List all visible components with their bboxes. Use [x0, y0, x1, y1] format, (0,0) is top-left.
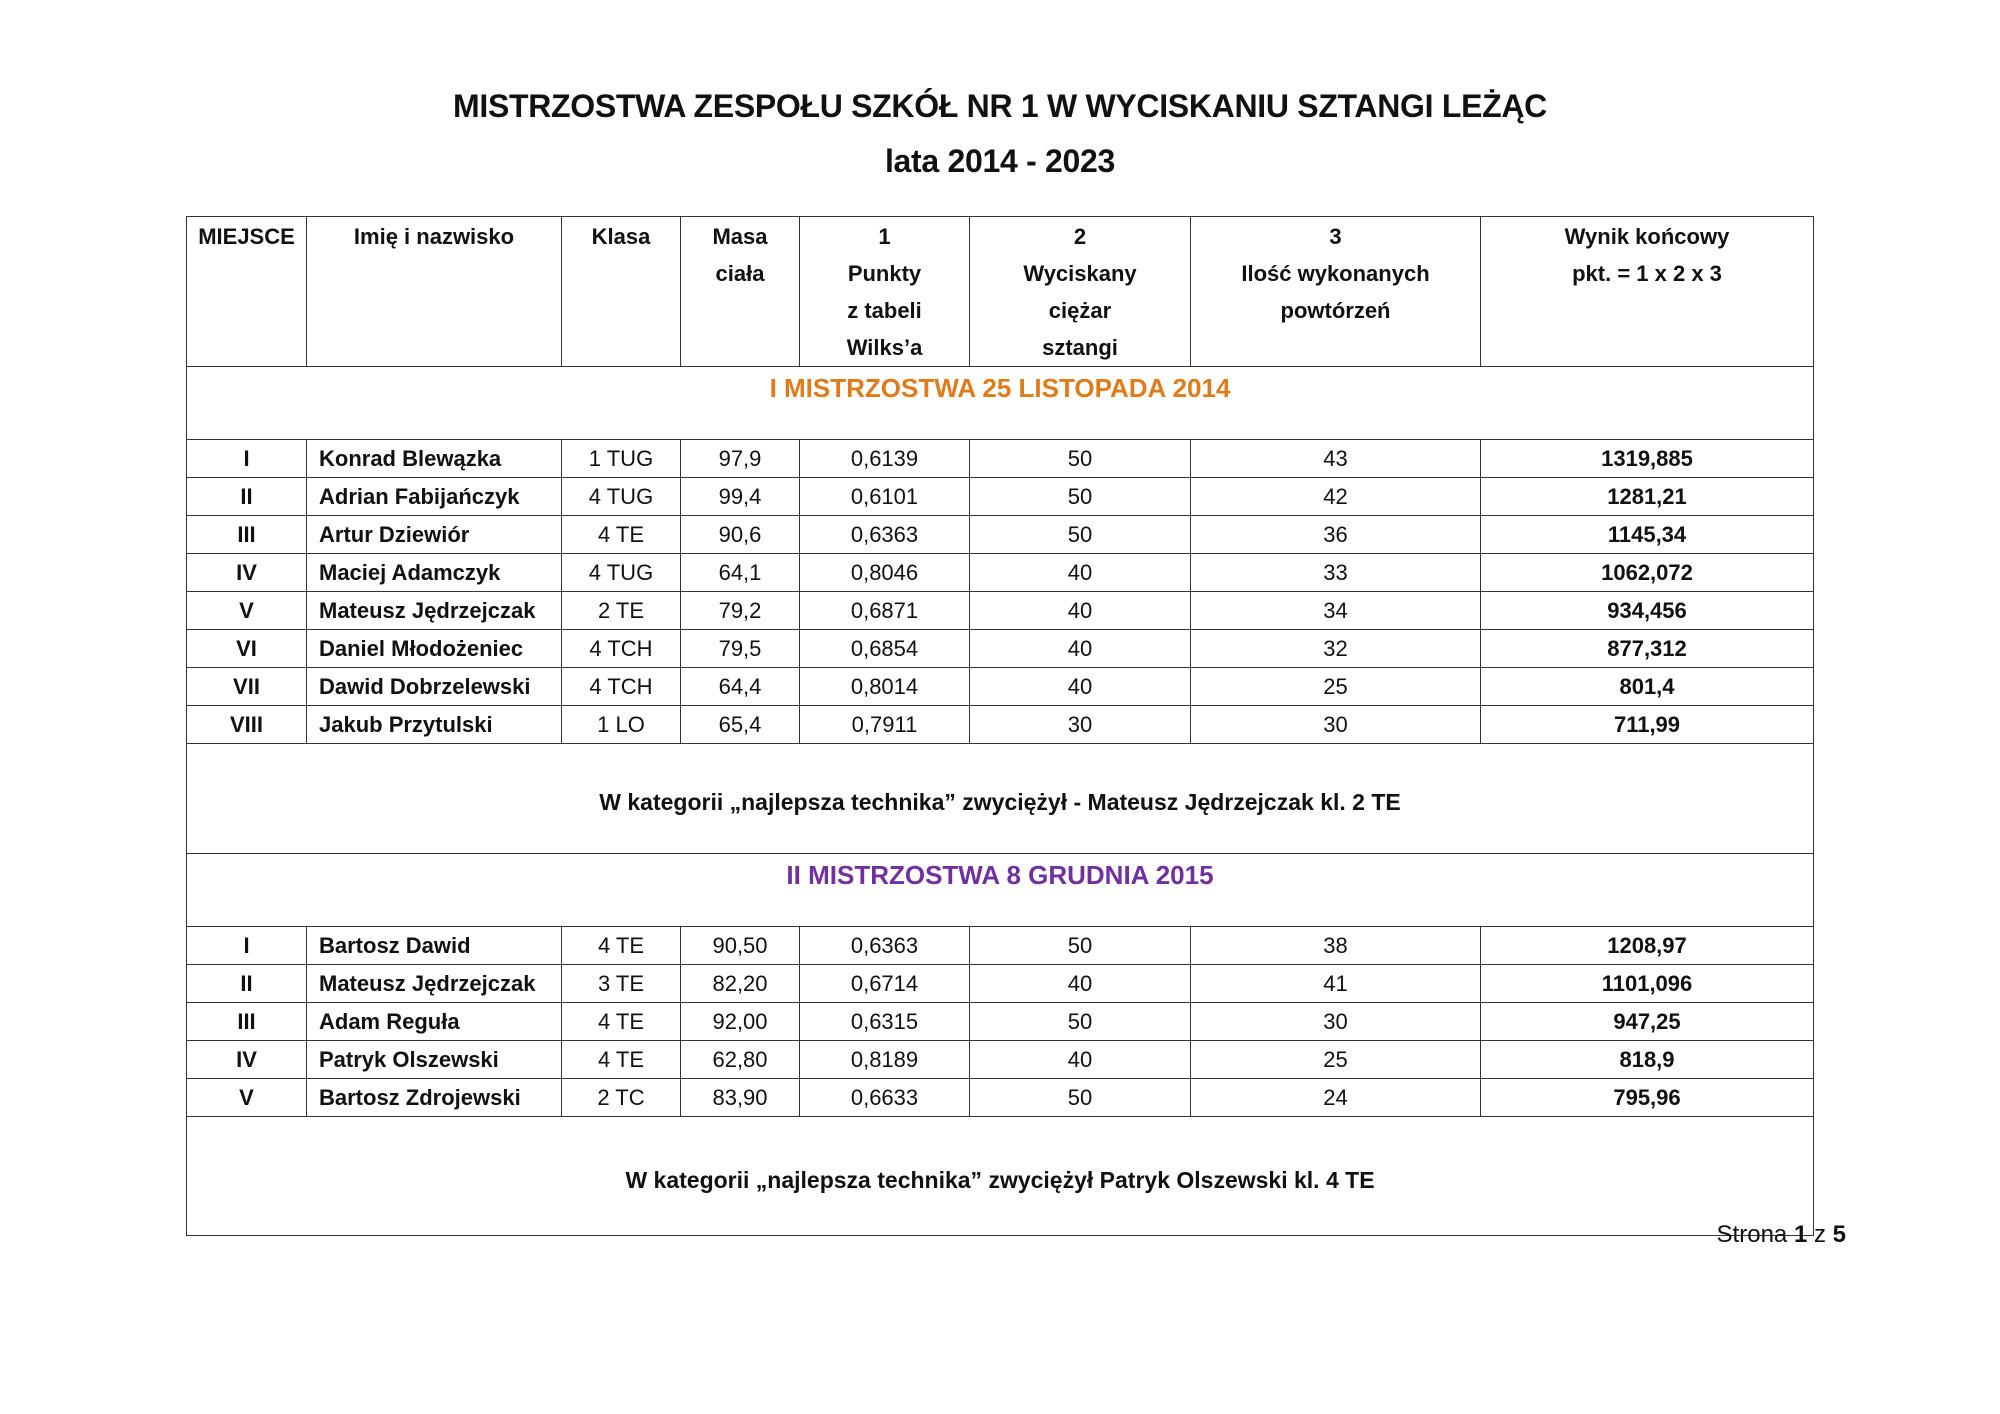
header-wilks-points: 1 Punkty z tabeli Wilks’a — [800, 217, 970, 367]
cell-weight: 50 — [970, 1079, 1191, 1117]
cell-weight: 40 — [970, 630, 1191, 668]
cell-name: Daniel Młodożeniec — [307, 630, 562, 668]
cell-reps: 30 — [1191, 706, 1481, 744]
cell-wilks: 0,6633 — [800, 1079, 970, 1117]
cell-mass: 64,4 — [681, 668, 800, 706]
pager-total: 5 — [1832, 1221, 1846, 1248]
cell-name: Adam Reguła — [307, 1003, 562, 1041]
header-lifted-weight: 2 Wyciskany ciężar sztangi — [970, 217, 1191, 367]
table-row — [187, 516, 1814, 554]
cell-class: 4 TE — [562, 1003, 681, 1041]
cell-class: 4 TE — [562, 927, 681, 965]
cell-place: VI — [187, 630, 307, 668]
cell-mass: 90,50 — [681, 927, 800, 965]
cell-place: VII — [187, 668, 307, 706]
cell-name: Mateusz Jędrzejczak — [307, 965, 562, 1003]
cell-wilks: 0,8189 — [800, 1041, 970, 1079]
table-body — [187, 367, 1814, 1236]
cell-name: Mateusz Jędrzejczak — [307, 592, 562, 630]
header-class: Klasa — [562, 217, 681, 367]
pager-current: 1 — [1793, 1221, 1808, 1248]
cell-wilks: 0,6363 — [800, 927, 970, 965]
section-header-row — [187, 367, 1814, 440]
cell-weight: 50 — [970, 440, 1191, 478]
cell-score: 795,96 — [1481, 1079, 1814, 1117]
document-title: MISTRZOSTWA ZESPOŁU SZKÓŁ NR 1 W WYCISKANIU SZTANGI LEŻĄC — [453, 88, 1547, 124]
cell-name: Bartosz Dawid — [307, 927, 562, 965]
cell-name: Patryk Olszewski — [307, 1041, 562, 1079]
cell-place: V — [187, 1079, 307, 1117]
header-name: Imię i nazwisko — [307, 217, 562, 367]
cell-class: 4 TCH — [562, 630, 681, 668]
cell-mass: 82,20 — [681, 965, 800, 1003]
header-place: MIEJSCE — [187, 217, 307, 367]
cell-score: 947,25 — [1481, 1003, 1814, 1041]
cell-score: 1281,21 — [1481, 478, 1814, 516]
cell-mass: 62,80 — [681, 1041, 800, 1079]
cell-place: III — [187, 516, 307, 554]
cell-weight: 40 — [970, 965, 1191, 1003]
cell-reps: 38 — [1191, 927, 1481, 965]
cell-place: IV — [187, 554, 307, 592]
section-header-row — [187, 854, 1814, 927]
cell-place: V — [187, 592, 307, 630]
cell-score: 818,9 — [1481, 1041, 1814, 1079]
cell-class: 1 LO — [562, 706, 681, 744]
cell-weight: 50 — [970, 478, 1191, 516]
cell-wilks: 0,6854 — [800, 630, 970, 668]
cell-weight: 40 — [970, 1041, 1191, 1079]
cell-class: 4 TCH — [562, 668, 681, 706]
cell-score: 1145,34 — [1481, 516, 1814, 554]
cell-mass: 65,4 — [681, 706, 800, 744]
cell-name: Adrian Fabijańczyk — [307, 478, 562, 516]
section-title: II MISTRZOSTWA 8 GRUDNIA 2015 — [187, 854, 1814, 927]
cell-reps: 41 — [1191, 965, 1481, 1003]
pager-label: Strona — [1716, 1221, 1788, 1248]
cell-wilks: 0,6871 — [800, 592, 970, 630]
cell-class: 2 TE — [562, 592, 681, 630]
cell-reps: 43 — [1191, 440, 1481, 478]
cell-wilks: 0,8014 — [800, 668, 970, 706]
cell-name: Bartosz Zdrojewski — [307, 1079, 562, 1117]
cell-reps: 25 — [1191, 668, 1481, 706]
cell-reps: 33 — [1191, 554, 1481, 592]
cell-weight: 50 — [970, 927, 1191, 965]
cell-score: 1062,072 — [1481, 554, 1814, 592]
table-row — [187, 927, 1814, 965]
cell-reps: 24 — [1191, 1079, 1481, 1117]
cell-reps: 36 — [1191, 516, 1481, 554]
cell-score: 1101,096 — [1481, 965, 1814, 1003]
header-final-score: Wynik końcowy pkt. = 1 x 2 x 3 — [1481, 217, 1814, 367]
table-row — [187, 706, 1814, 744]
page-indicator — [1717, 1221, 1846, 1249]
cell-score: 1319,885 — [1481, 440, 1814, 478]
cell-place: VIII — [187, 706, 307, 744]
cell-weight: 50 — [970, 1003, 1191, 1041]
cell-place: IV — [187, 1041, 307, 1079]
cell-class: 2 TC — [562, 1079, 681, 1117]
cell-wilks: 0,7911 — [800, 706, 970, 744]
table-row — [187, 1003, 1814, 1041]
best-technique-note: W kategorii „najlepsza technika” zwyciężył Patryk Olszewski kl. 4 TE — [187, 1117, 1814, 1236]
section-title: I MISTRZOSTWA 25 LISTOPADA 2014 — [187, 367, 1814, 440]
table-header-row — [187, 217, 1814, 367]
table-row — [187, 965, 1814, 1003]
cell-name: Konrad Blewązka — [307, 440, 562, 478]
cell-mass: 92,00 — [681, 1003, 800, 1041]
cell-reps: 30 — [1191, 1003, 1481, 1041]
cell-wilks: 0,6101 — [800, 478, 970, 516]
cell-mass: 64,1 — [681, 554, 800, 592]
cell-score: 711,99 — [1481, 706, 1814, 744]
table-row — [187, 478, 1814, 516]
cell-wilks: 0,6315 — [800, 1003, 970, 1041]
cell-name: Jakub Przytulski — [307, 706, 562, 744]
cell-mass: 90,6 — [681, 516, 800, 554]
cell-score: 1208,97 — [1481, 927, 1814, 965]
cell-wilks: 0,8046 — [800, 554, 970, 592]
cell-mass: 83,90 — [681, 1079, 800, 1117]
table-row — [187, 668, 1814, 706]
cell-class: 4 TE — [562, 516, 681, 554]
cell-class: 3 TE — [562, 965, 681, 1003]
cell-reps: 42 — [1191, 478, 1481, 516]
cell-reps: 34 — [1191, 592, 1481, 630]
table-row — [187, 592, 1814, 630]
header-repetitions: 3 Ilość wykonanych powtórzeń — [1191, 217, 1481, 367]
cell-score: 877,312 — [1481, 630, 1814, 668]
cell-mass: 79,2 — [681, 592, 800, 630]
document-subtitle: lata 2014 - 2023 — [884, 143, 1116, 179]
cell-mass: 97,9 — [681, 440, 800, 478]
cell-class: 4 TUG — [562, 478, 681, 516]
table-row — [187, 1079, 1814, 1117]
cell-place: III — [187, 1003, 307, 1041]
cell-score: 934,456 — [1481, 592, 1814, 630]
cell-mass: 99,4 — [681, 478, 800, 516]
table-row — [187, 1041, 1814, 1079]
cell-name: Maciej Adamczyk — [307, 554, 562, 592]
cell-weight: 40 — [970, 668, 1191, 706]
header-mass: Masa ciała — [681, 217, 800, 367]
cell-place: II — [187, 965, 307, 1003]
cell-place: II — [187, 478, 307, 516]
best-technique-note: W kategorii „najlepsza technika” zwyciężył - Mateusz Jędrzejczak kl. 2 TE — [187, 744, 1814, 854]
table-row — [187, 554, 1814, 592]
cell-wilks: 0,6714 — [800, 965, 970, 1003]
cell-mass: 79,5 — [681, 630, 800, 668]
cell-name: Artur Dziewiór — [307, 516, 562, 554]
cell-wilks: 0,6363 — [800, 516, 970, 554]
cell-weight: 40 — [970, 554, 1191, 592]
cell-weight: 40 — [970, 592, 1191, 630]
cell-class: 1 TUG — [562, 440, 681, 478]
cell-weight: 50 — [970, 516, 1191, 554]
cell-reps: 32 — [1191, 630, 1481, 668]
cell-class: 4 TE — [562, 1041, 681, 1079]
table-row — [187, 630, 1814, 668]
results-table — [186, 216, 1814, 1236]
cell-name: Dawid Dobrzelewski — [307, 668, 562, 706]
cell-class: 4 TUG — [562, 554, 681, 592]
table-row — [187, 440, 1814, 478]
cell-place: I — [187, 440, 307, 478]
best-technique-row — [187, 744, 1814, 854]
cell-wilks: 0,6139 — [800, 440, 970, 478]
cell-place: I — [187, 927, 307, 965]
pager-separator: z — [1813, 1221, 1826, 1248]
best-technique-row — [187, 1117, 1814, 1236]
cell-reps: 25 — [1191, 1041, 1481, 1079]
cell-score: 801,4 — [1481, 668, 1814, 706]
cell-weight: 30 — [970, 706, 1191, 744]
